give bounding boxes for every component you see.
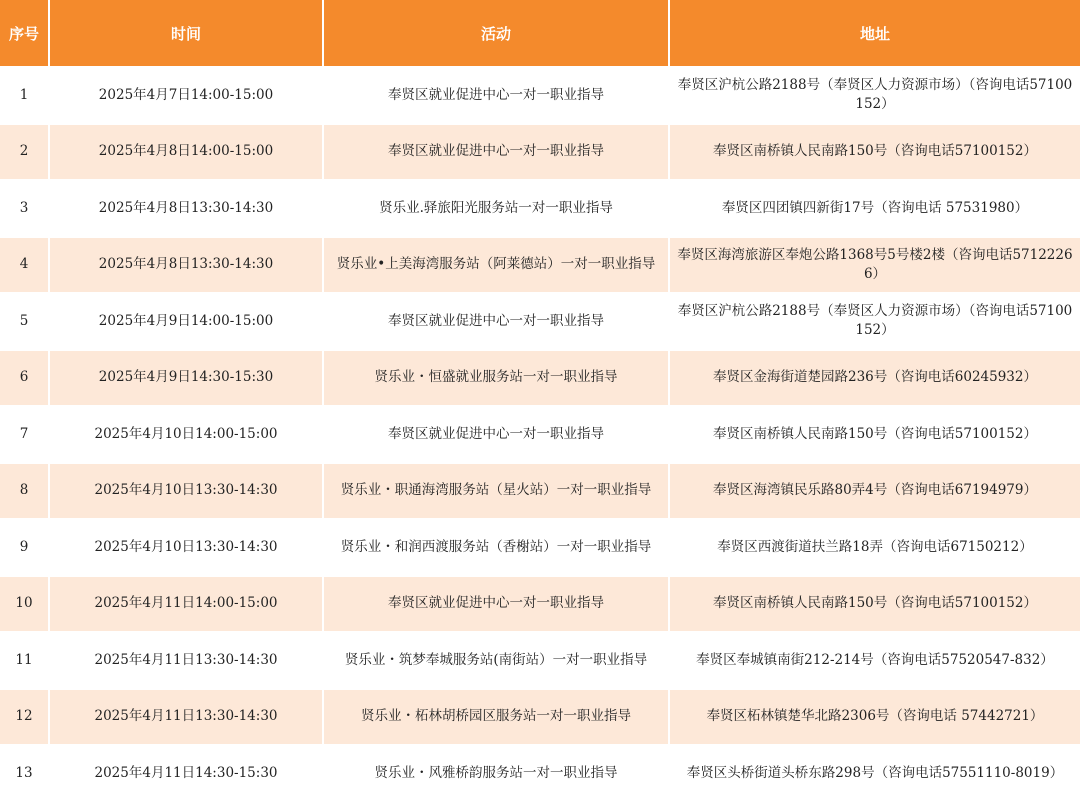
- row-no: 3: [0, 180, 49, 237]
- row-time: 2025年4月10日13:30-14:30: [49, 519, 323, 576]
- table-row: [0, 745, 1080, 801]
- row-address: 奉贤区南桥镇人民南路150号（咨询电话57100152）: [669, 124, 1080, 181]
- table-row: [0, 180, 1080, 237]
- row-activity: 贤乐业・风雅桥韵服务站一对一职业指导: [323, 745, 669, 801]
- row-no: 12: [0, 689, 49, 746]
- row-activity: 奉贤区就业促进中心一对一职业指导: [323, 293, 669, 350]
- row-no: 10: [0, 576, 49, 633]
- row-time: 2025年4月11日14:30-15:30: [49, 745, 323, 801]
- table-row: [0, 632, 1080, 689]
- row-time: 2025年4月11日13:30-14:30: [49, 632, 323, 689]
- table-header-row: [0, 0, 1080, 67]
- header-activity: 活动: [323, 0, 669, 67]
- row-address: 奉贤区四团镇四新街17号（咨询电话 57531980）: [669, 180, 1080, 237]
- row-time: 2025年4月11日14:00-15:00: [49, 576, 323, 633]
- table-row: [0, 124, 1080, 181]
- row-time: 2025年4月8日13:30-14:30: [49, 180, 323, 237]
- row-address: 奉贤区南桥镇人民南路150号（咨询电话57100152）: [669, 406, 1080, 463]
- row-activity: 奉贤区就业促进中心一对一职业指导: [323, 67, 669, 124]
- row-activity: 奉贤区就业促进中心一对一职业指导: [323, 406, 669, 463]
- row-address: 奉贤区柘林镇楚华北路2306号（咨询电话 57442721）: [669, 689, 1080, 746]
- row-address: 奉贤区金海街道楚园路236号（咨询电话60245932）: [669, 350, 1080, 407]
- row-address: 奉贤区沪杭公路2188号（奉贤区人力资源市场）（咨询电话57100152）: [669, 67, 1080, 124]
- table-row: [0, 463, 1080, 520]
- row-no: 8: [0, 463, 49, 520]
- row-no: 6: [0, 350, 49, 407]
- table-body: [0, 67, 1080, 801]
- row-no: 7: [0, 406, 49, 463]
- row-activity: 贤乐业・筑梦奉城服务站(南街站）一对一职业指导: [323, 632, 669, 689]
- row-activity: 奉贤区就业促进中心一对一职业指导: [323, 124, 669, 181]
- row-address: 奉贤区海湾镇民乐路80弄4号（咨询电话67194979）: [669, 463, 1080, 520]
- row-no: 11: [0, 632, 49, 689]
- table-row: [0, 293, 1080, 350]
- row-no: 5: [0, 293, 49, 350]
- row-activity: 贤乐业・恒盛就业服务站一对一职业指导: [323, 350, 669, 407]
- table-row: [0, 519, 1080, 576]
- row-address: 奉贤区西渡街道扶兰路18弄（咨询电话67150212）: [669, 519, 1080, 576]
- row-time: 2025年4月11日13:30-14:30: [49, 689, 323, 746]
- table-row: [0, 689, 1080, 746]
- row-address: 奉贤区头桥街道头桥东路298号（咨询电话57551110-8019）: [669, 745, 1080, 801]
- header-time: 时间: [49, 0, 323, 67]
- table-row: [0, 350, 1080, 407]
- table-row: [0, 406, 1080, 463]
- header-no: 序号: [0, 0, 49, 67]
- row-time: 2025年4月8日13:30-14:30: [49, 237, 323, 294]
- row-activity: 贤乐业•上美海湾服务站（阿莱德站）一对一职业指导: [323, 237, 669, 294]
- table-row: [0, 67, 1080, 124]
- row-no: 2: [0, 124, 49, 181]
- table-row: [0, 576, 1080, 633]
- row-activity: 贤乐业・柘林胡桥园区服务站一对一职业指导: [323, 689, 669, 746]
- row-address: 奉贤区奉城镇南街212-214号（咨询电话57520547-832）: [669, 632, 1080, 689]
- row-address: 奉贤区沪杭公路2188号（奉贤区人力资源市场）（咨询电话57100152）: [669, 293, 1080, 350]
- table-row: [0, 237, 1080, 294]
- row-time: 2025年4月7日14:00-15:00: [49, 67, 323, 124]
- row-no: 4: [0, 237, 49, 294]
- row-no: 13: [0, 745, 49, 801]
- row-activity: 奉贤区就业促进中心一对一职业指导: [323, 576, 669, 633]
- row-no: 9: [0, 519, 49, 576]
- row-activity: 贤乐业・和润西渡服务站（香榭站）一对一职业指导: [323, 519, 669, 576]
- row-time: 2025年4月9日14:30-15:30: [49, 350, 323, 407]
- row-time: 2025年4月10日14:00-15:00: [49, 406, 323, 463]
- row-time: 2025年4月10日13:30-14:30: [49, 463, 323, 520]
- row-activity: 贤乐业・职通海湾服务站（星火站）一对一职业指导: [323, 463, 669, 520]
- row-activity: 贤乐业.驿旅阳光服务站一对一职业指导: [323, 180, 669, 237]
- row-address: 奉贤区南桥镇人民南路150号（咨询电话57100152）: [669, 576, 1080, 633]
- row-time: 2025年4月8日14:00-15:00: [49, 124, 323, 181]
- row-time: 2025年4月9日14:00-15:00: [49, 293, 323, 350]
- row-no: 1: [0, 67, 49, 124]
- row-address: 奉贤区海湾旅游区奉炮公路1368号5号楼2楼（咨询电话57122266）: [669, 237, 1080, 294]
- header-address: 地址: [669, 0, 1080, 67]
